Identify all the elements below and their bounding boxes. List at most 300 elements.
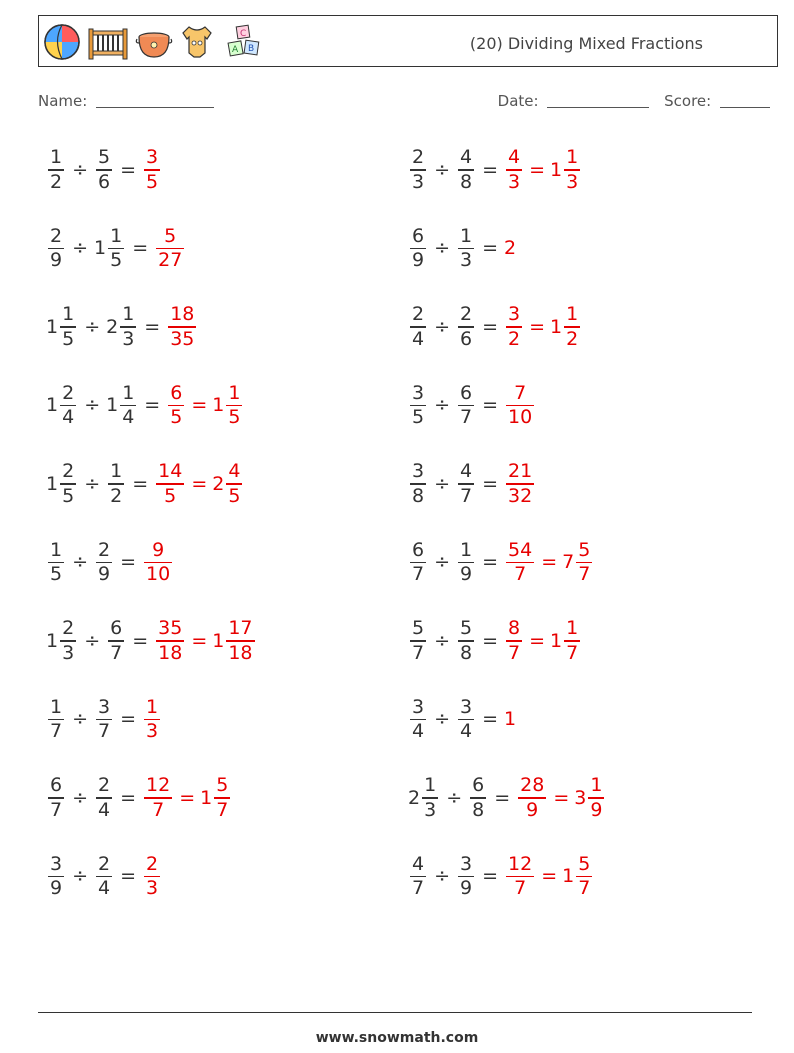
answer-value-numerator: 1 — [146, 695, 159, 718]
equals-sign: = — [144, 315, 161, 338]
divide-sign: ÷ — [84, 394, 101, 417]
answer-value-fraction — [156, 617, 184, 665]
divisor-denominator: 8 — [460, 641, 473, 664]
problem-16 — [408, 696, 516, 744]
dividend-denominator: 3 — [424, 798, 437, 821]
divide-sign: ÷ — [72, 551, 89, 574]
divisor-denominator: 9 — [98, 563, 111, 585]
answer-value-fraction — [214, 774, 230, 822]
answer-value-whole: 1 — [212, 629, 225, 652]
answer-value-denominator: 10 — [508, 406, 533, 428]
dividend-denominator: 5 — [62, 484, 75, 507]
answer-value — [550, 617, 582, 665]
divisor-denominator: 3 — [122, 327, 135, 350]
divisor-fraction — [458, 539, 474, 587]
dividend-fraction — [410, 696, 426, 744]
answer — [536, 853, 594, 901]
divisor-whole: 2 — [106, 315, 119, 338]
divisor-numerator: 2 — [98, 852, 111, 875]
divisor — [94, 539, 114, 587]
divide-sign: ÷ — [434, 394, 451, 417]
divisor — [94, 853, 114, 901]
equals-sign: = — [482, 472, 499, 495]
answer-value-denominator: 10 — [146, 563, 171, 585]
divide-sign: ÷ — [84, 315, 101, 338]
divisor-numerator: 1 — [460, 538, 473, 561]
answer-value — [562, 539, 594, 587]
answer-value-whole: 7 — [562, 551, 575, 574]
divisor-fraction — [108, 617, 124, 665]
equals-sign: = — [482, 629, 499, 652]
worksheet-header — [38, 15, 778, 67]
answer — [186, 460, 244, 508]
answer-value-fraction — [144, 146, 160, 194]
dividend-denominator: 9 — [50, 877, 63, 899]
footer-url: www.snowmath.com — [315, 1030, 479, 1046]
answer-value-denominator: 7 — [216, 798, 229, 821]
answer-value-whole: 1 — [550, 158, 563, 181]
divisor-fraction — [120, 303, 136, 351]
divisor-numerator: 6 — [460, 381, 473, 404]
dividend-fraction — [48, 146, 64, 194]
divide-sign: ÷ — [84, 629, 101, 652]
divisor — [456, 539, 476, 587]
dividend — [46, 774, 66, 822]
answer-value-fraction — [564, 146, 580, 194]
dividend-fraction — [410, 539, 426, 587]
answer-value — [504, 853, 536, 901]
dividend-numerator: 2 — [62, 460, 75, 482]
answer-value — [142, 696, 162, 744]
divisor-fraction — [96, 146, 112, 194]
answer — [504, 617, 524, 665]
dividend-fraction — [48, 696, 64, 744]
divisor-numerator: 1 — [110, 224, 123, 247]
dividend — [408, 146, 428, 194]
answer-value-denominator: 3 — [508, 170, 521, 193]
dividend-denominator: 5 — [50, 563, 63, 585]
problem-8 — [408, 382, 536, 430]
problem-6 — [408, 303, 582, 351]
divide-sign: ÷ — [72, 158, 89, 181]
divisor-fraction — [458, 460, 474, 508]
divisor-numerator: 1 — [110, 460, 123, 482]
answer-value-numerator: 1 — [566, 146, 579, 168]
divisor-numerator: 1 — [122, 303, 135, 325]
answer-value-denominator: 18 — [228, 641, 253, 664]
divide-sign: ÷ — [434, 158, 451, 181]
divisor-fraction — [96, 774, 112, 822]
answer-value — [504, 382, 536, 430]
divisor-numerator: 5 — [98, 146, 111, 168]
answer-value-fraction — [156, 460, 184, 508]
dividend-fraction — [60, 617, 76, 665]
divide-sign: ÷ — [434, 237, 451, 260]
divide-sign: ÷ — [434, 708, 451, 731]
baby-bodysuit-icon — [179, 23, 215, 61]
dividend-whole: 1 — [46, 472, 59, 495]
dividend — [408, 539, 428, 587]
divide-sign: ÷ — [72, 865, 89, 888]
divisor-numerator: 3 — [460, 695, 473, 718]
answer-value-numerator: 6 — [170, 381, 183, 404]
answer-value-denominator: 7 — [152, 798, 165, 821]
answer-value — [154, 617, 186, 665]
divisor-denominator: 4 — [460, 720, 473, 742]
dividend-fraction — [60, 303, 76, 351]
answer-value-fraction — [144, 539, 172, 587]
dividend — [408, 617, 428, 665]
answer-equals-sign: = — [191, 472, 208, 495]
dividend-numerator: 1 — [50, 538, 63, 561]
divisor-denominator: 3 — [460, 249, 473, 271]
divisor — [456, 696, 476, 744]
problem-7 — [46, 382, 244, 430]
dividend — [46, 617, 78, 665]
answer-value-numerator: 54 — [508, 538, 533, 561]
dividend — [408, 225, 428, 273]
dividend-numerator: 6 — [412, 224, 425, 247]
answer-value-fraction — [576, 539, 592, 587]
answer — [516, 774, 548, 822]
divisor — [94, 774, 114, 822]
equals-sign: = — [482, 315, 499, 338]
answer — [524, 146, 582, 194]
baby-pot-icon — [135, 23, 173, 61]
divisor-denominator: 2 — [110, 484, 123, 507]
equals-sign: = — [120, 551, 137, 574]
divide-sign: ÷ — [72, 786, 89, 809]
answer-equals-sign: = — [179, 786, 196, 809]
dividend-denominator: 4 — [62, 406, 75, 428]
answer-value-denominator: 7 — [514, 563, 527, 585]
answer-value-denominator: 18 — [158, 641, 183, 664]
answer-value-numerator: 2 — [146, 852, 159, 875]
answer-value-whole: 1 — [212, 394, 225, 417]
answer-value-numerator: 1 — [590, 774, 603, 796]
problem-9 — [46, 460, 244, 508]
divisor — [456, 460, 476, 508]
dividend-fraction — [48, 225, 64, 273]
answer — [504, 708, 516, 730]
answer-value-denominator: 5 — [146, 170, 159, 193]
divisor-whole: 1 — [94, 237, 107, 260]
dividend — [46, 146, 66, 194]
answer-value-fraction — [226, 382, 242, 430]
answer — [504, 237, 516, 259]
dividend-numerator: 6 — [50, 774, 63, 796]
divisor-denominator: 6 — [98, 170, 111, 193]
divisor-numerator: 1 — [460, 224, 473, 247]
dividend-whole: 1 — [46, 315, 59, 338]
answer-value-whole: 1 — [504, 708, 517, 731]
divisor — [94, 225, 126, 273]
dividend-numerator: 2 — [50, 224, 63, 247]
dividend-denominator: 7 — [412, 641, 425, 664]
answer-value-numerator: 5 — [578, 538, 591, 561]
answer-value-numerator: 4 — [508, 146, 521, 168]
answer-value — [142, 853, 162, 901]
answer-value-fraction — [144, 696, 160, 744]
answer-value-fraction — [144, 774, 172, 822]
answer-value-fraction — [144, 853, 160, 901]
date-label: Date: — [497, 92, 539, 110]
answer-value-denominator: 5 — [228, 484, 241, 507]
answer-value — [142, 146, 162, 194]
answer-value — [550, 303, 582, 351]
divide-sign: ÷ — [434, 315, 451, 338]
dividend — [46, 696, 66, 744]
answer-value-numerator: 3 — [146, 146, 159, 168]
answer-value-numerator: 5 — [164, 224, 177, 247]
dividend-numerator: 6 — [412, 538, 425, 561]
dividend — [46, 225, 66, 273]
dividend-numerator: 3 — [412, 460, 425, 482]
problem-18 — [408, 774, 606, 822]
equals-sign: = — [482, 394, 499, 417]
answer-value — [212, 382, 244, 430]
equals-sign: = — [120, 786, 137, 809]
answer-value-numerator: 5 — [216, 774, 229, 796]
answer — [142, 696, 162, 744]
problem-11 — [46, 539, 174, 587]
answer-value-fraction — [506, 539, 534, 587]
answer-equals-sign: = — [191, 629, 208, 652]
problem-5 — [46, 303, 198, 351]
answer-value-numerator: 14 — [158, 460, 183, 482]
dividend-numerator: 2 — [62, 381, 75, 404]
problem-15 — [46, 696, 162, 744]
answer-value-numerator: 4 — [228, 460, 241, 482]
answer — [536, 539, 594, 587]
divisor-denominator: 9 — [460, 563, 473, 585]
dividend-whole: 2 — [408, 786, 421, 809]
name-blank[interactable] — [96, 92, 214, 108]
dividend-denominator: 2 — [50, 170, 63, 193]
answer-value-numerator: 21 — [508, 460, 533, 482]
answer-value-denominator: 3 — [146, 877, 159, 899]
divide-sign: ÷ — [434, 865, 451, 888]
equals-sign: = — [132, 472, 149, 495]
problem-4 — [408, 225, 516, 273]
divisor-denominator: 8 — [460, 170, 473, 193]
divisor-fraction — [120, 382, 136, 430]
dividend-fraction — [48, 539, 64, 587]
dividend — [408, 303, 428, 351]
answer-value-fraction — [506, 382, 534, 430]
answer-value-denominator: 7 — [514, 877, 527, 899]
answer-value-denominator: 7 — [578, 563, 591, 585]
answer-value-numerator: 17 — [228, 617, 253, 639]
equals-sign: = — [482, 551, 499, 574]
abc-blocks-icon — [221, 23, 265, 61]
answer-value — [200, 774, 232, 822]
answer — [142, 853, 162, 901]
dividend-numerator: 3 — [50, 852, 63, 875]
answer-value-numerator: 9 — [152, 538, 165, 561]
answer-value-denominator: 2 — [508, 327, 521, 350]
answer-value-fraction — [506, 146, 522, 194]
dividend — [408, 382, 428, 430]
answer-equals-sign: = — [529, 158, 546, 181]
divisor — [94, 146, 114, 194]
divisor-denominator: 5 — [110, 249, 123, 271]
divide-sign: ÷ — [84, 472, 101, 495]
dividend-denominator: 5 — [412, 406, 425, 428]
answer — [142, 774, 174, 822]
dividend-denominator: 4 — [412, 720, 425, 742]
equals-sign: = — [120, 865, 137, 888]
problem-13 — [46, 617, 257, 665]
answer-value — [142, 539, 174, 587]
answer — [504, 460, 536, 508]
dividend-denominator: 7 — [50, 720, 63, 742]
answer-value-fraction — [518, 774, 546, 822]
divisor — [106, 460, 126, 508]
dividend-denominator: 7 — [412, 877, 425, 899]
answer-value-fraction — [168, 303, 196, 351]
svg-text:A: A — [232, 45, 239, 55]
divisor-numerator: 4 — [460, 460, 473, 482]
dividend — [46, 460, 78, 508]
answer-value-fraction — [506, 460, 534, 508]
problem-17 — [46, 774, 232, 822]
divisor — [94, 696, 114, 744]
answer-value-numerator: 1 — [566, 303, 579, 325]
answer — [504, 382, 536, 430]
dividend-fraction — [410, 460, 426, 508]
answer-equals-sign: = — [191, 394, 208, 417]
divisor-fraction — [458, 617, 474, 665]
divisor — [456, 617, 476, 665]
divisor-numerator: 2 — [460, 303, 473, 325]
divisor-fraction — [458, 382, 474, 430]
score-blank[interactable] — [720, 92, 770, 108]
dividend-fraction — [422, 774, 438, 822]
svg-text:C: C — [240, 29, 247, 39]
answer-value-whole: 1 — [550, 315, 563, 338]
divisor-numerator: 3 — [98, 695, 111, 718]
divisor — [456, 303, 476, 351]
divisor-denominator: 4 — [98, 798, 111, 821]
divisor — [106, 617, 126, 665]
dividend-denominator: 5 — [62, 327, 75, 350]
answer — [166, 303, 198, 351]
problem-10 — [408, 460, 536, 508]
dividend-denominator: 9 — [412, 249, 425, 271]
divisor-numerator: 5 — [460, 617, 473, 639]
divisor — [456, 146, 476, 194]
equals-sign: = — [482, 708, 499, 731]
divisor — [456, 382, 476, 430]
answer-value-fraction — [576, 853, 592, 901]
divisor — [468, 774, 488, 822]
answer-value-numerator: 8 — [508, 617, 521, 639]
dividend — [46, 539, 66, 587]
dividend-numerator: 3 — [412, 381, 425, 404]
answer-equals-sign: = — [553, 786, 570, 809]
answer-value-whole: 3 — [574, 786, 587, 809]
answer-value-denominator: 9 — [590, 798, 603, 821]
dividend-fraction — [410, 225, 426, 273]
dividend — [408, 853, 428, 901]
divisor-fraction — [458, 146, 474, 194]
divisor-denominator: 7 — [98, 720, 111, 742]
problem-12 — [408, 539, 594, 587]
beach-ball-icon — [43, 23, 81, 61]
answer-value-fraction — [564, 303, 580, 351]
divisor-denominator: 4 — [98, 877, 111, 899]
answer-value — [562, 853, 594, 901]
date-blank[interactable] — [547, 92, 649, 108]
dividend-fraction — [410, 303, 426, 351]
name-field-group — [38, 92, 214, 110]
answer-value-fraction — [506, 303, 522, 351]
divisor — [456, 225, 476, 273]
answer-value-fraction — [588, 774, 604, 822]
dividend-fraction — [48, 853, 64, 901]
divisor-denominator: 9 — [460, 877, 473, 899]
equals-sign: = — [482, 237, 499, 260]
divisor-numerator: 2 — [98, 774, 111, 796]
dividend-numerator: 1 — [50, 695, 63, 718]
divisor-whole: 1 — [106, 394, 119, 417]
answer-value-numerator: 12 — [146, 774, 171, 796]
divisor-denominator: 7 — [460, 406, 473, 428]
answer — [186, 617, 256, 665]
divisor-numerator: 1 — [122, 381, 135, 404]
dividend-numerator: 1 — [424, 774, 437, 796]
divisor-numerator: 4 — [460, 146, 473, 168]
answer-value-denominator: 7 — [578, 877, 591, 899]
answer-value — [504, 460, 536, 508]
dividend-fraction — [48, 774, 64, 822]
answer-value-denominator: 9 — [526, 798, 539, 821]
answer-value — [166, 382, 186, 430]
answer — [154, 617, 186, 665]
equals-sign: = — [120, 708, 137, 731]
answer — [186, 382, 244, 430]
dividend-numerator: 1 — [50, 146, 63, 168]
answer-value-denominator: 27 — [158, 249, 183, 271]
answer-value-denominator: 7 — [508, 641, 521, 664]
equals-sign: = — [120, 158, 137, 181]
answer-value-denominator: 2 — [566, 327, 579, 350]
answer-value-numerator: 18 — [170, 303, 195, 325]
answer-value-fraction — [168, 382, 184, 430]
answer-value-numerator: 1 — [228, 381, 241, 404]
dividend-denominator: 7 — [50, 798, 63, 821]
dividend — [408, 460, 428, 508]
divisor-fraction — [458, 225, 474, 273]
dividend-denominator: 4 — [412, 327, 425, 350]
dividend — [408, 774, 440, 822]
answer-value — [550, 146, 582, 194]
answer-value-fraction — [564, 617, 580, 665]
dividend-numerator: 2 — [412, 146, 425, 168]
answer-value-denominator: 7 — [566, 641, 579, 664]
answer — [154, 460, 186, 508]
answer-value-numerator: 7 — [514, 381, 527, 404]
dividend-numerator: 2 — [412, 303, 425, 325]
answer — [166, 382, 186, 430]
answer-value-denominator: 35 — [170, 327, 195, 350]
answer-value-numerator: 35 — [158, 617, 183, 639]
divisor-fraction — [458, 303, 474, 351]
answer-value-numerator: 5 — [578, 852, 591, 875]
dividend-fraction — [410, 853, 426, 901]
score-label: Score: — [664, 92, 712, 110]
